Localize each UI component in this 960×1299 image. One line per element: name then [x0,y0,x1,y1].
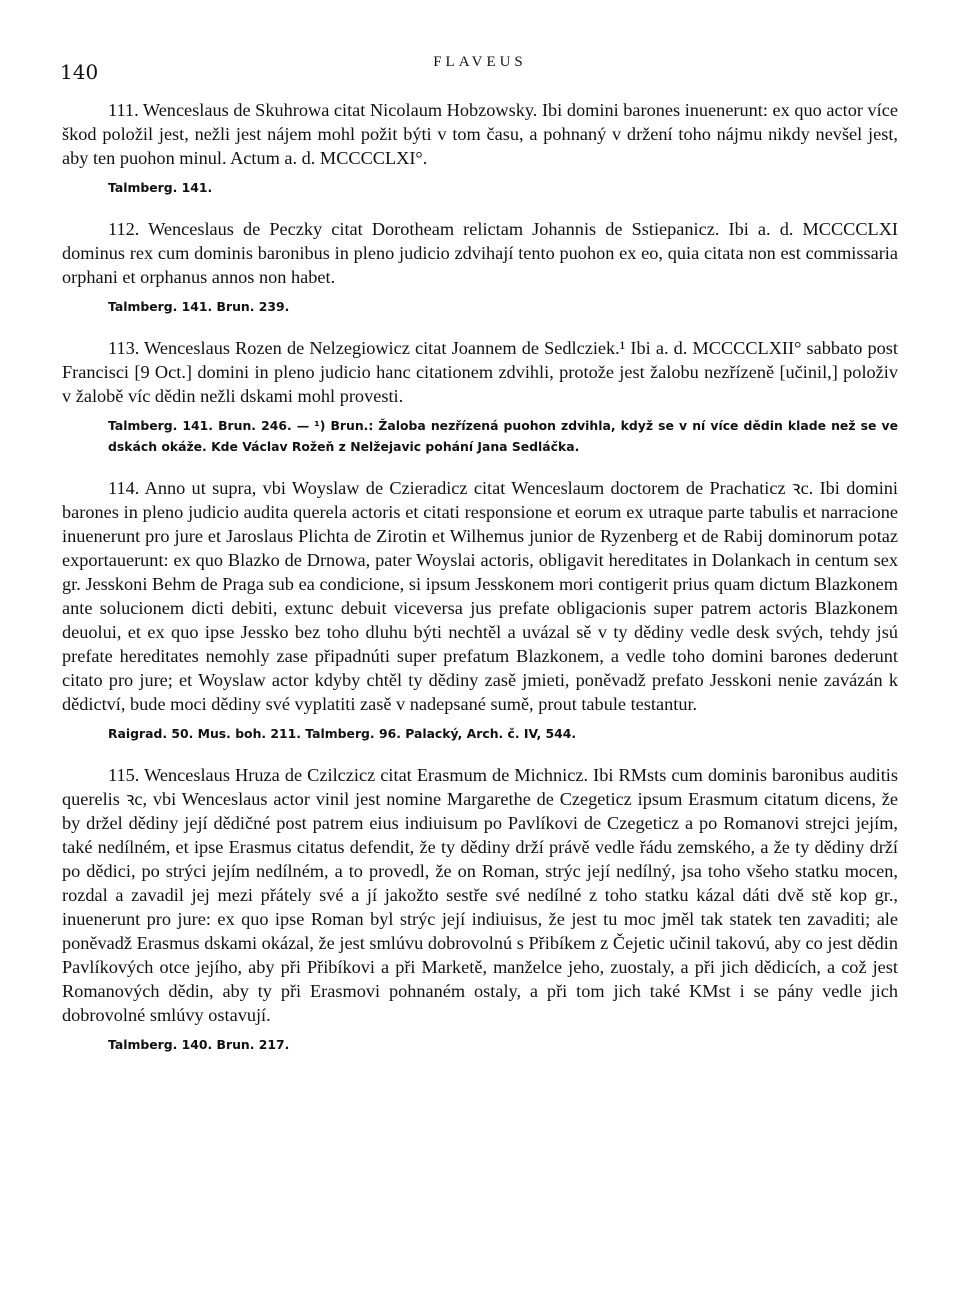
entry-source: Talmberg. 141. [108,180,213,195]
page-body [62,98,898,1055]
entry-112 [62,217,898,317]
entry-source: Talmberg. 140. Brun. 217. [108,1037,290,1052]
entry-text: 115. Wenceslaus Hruza de Czilczicz citat Erasmum de Michnicz. Ibi RMsts cum dominis baronibus auditis querelis ꝛc, vbi Wenceslaus actor vinil jest nomine Margarethe de Czegeticz ipsum Erasmum citatum dicens, že by držel dědiny její dědičné post patrem eius indiuisum po Pavlíkovi de Czegeticz a po Romanovi strejci jejím, také nedílném, et ipse Erasmus citatus defendit, že ty dědiny drží právě vedle řádu zemského, a že ty dědiny drží po dědici, po strýci jejím nedílném, a to provedl, že on Roman, strýc její nedílný, jsa toho všeho statku mocen, rozdal a zavadil jej mezi přátely své a jí jakožto sestře své nedílné z toho statku kázal dáti dvě stě kop gr., inuenerunt pro jure: ex quo ipse Roman byl strýc její indiuisus, že jest tu moc jměl tak statek ten zavaditi; ale poněvadž Erasmus dskami okázal, že jest smlúvu dobrovolnú s Přibíkem z Čejetic učinil takovú, aby co jest dědin Pavlíkových otce jejího, aby při Přibíkovi a při Marketě, manželce jeho, zuostaly, a při jich dědicích, a což jest Romanových dědin, aby ty při Erasmovi pohnaném ostaly, a při tom jich také KMst i se pány vedle jich dobrovolné smlúvy ostavují. [62,765,898,1025]
page-number: 140 [60,60,99,84]
entry-111 [62,98,898,198]
entry-source: Raigrad. 50. Mus. boh. 211. Talmberg. 96. Palacký, Arch. č. IV, 544. [108,726,577,741]
entry-source-with-footnote: Talmberg. 141. Brun. 246. — ¹) Brun.: Žaloba nezřízená puohon zdvihla, když se v ní více dědin klade než se ve dskách okáže. Kde Václav Rožeň z Nelžejavic pohání Jana Sedláčka. [108,418,898,454]
entry-113 [62,336,898,457]
entry-text: 114. Anno ut supra, vbi Woyslaw de Czieradicz citat Wenceslaum doctorem de Prachaticz ꝛc. Ibi domini barones in pleno judicio audita querela actoris et citati responsione et eorum ex utraque parte tabulis et narracione inuenerunt pro jure et Jaroslaus Plichta de Zirotin et Wilhemus junior de Ryzenberg et de Rabij dominorum potaz exportauerunt: ex quo Blazko de Drnowa, pater Woyslai actoris, obligavit hereditates in Dolankach in centum sex gr. Jesskoni Behm de Praga sub ea condicione, si ipsum Jesskonem mori contigerit prius quam dictum Blazkonem ante solucionem dicti debiti, extunc debuit viceversa jus prefate obligacionis super patrem actoris Blazkonem deuolui, et ex quo ipse Jessko bez toho dluhu býti nechtěl a uvázal sě v ty dědiny vedle desk svých, tehdy jsú prefate hereditates nemohly zase připadnúti super prefatum Blazkonem, a vedle toho domini barones dederunt citato pro jure; et Woyslaw actor kdyby chtěl ty dědiny zasě jmieti, poněvadž prefato Jesskoni nenie zavázán k dědictví, bude moci dědiny své vyplatiti zasě v nadepsané sumě, prout tabule testantur. [62,478,898,714]
entry-text: 113. Wenceslaus Rozen de Nelzegiowicz citat Joannem de Sedlcziek.¹ Ibi a. d. MCCCCLXII° sabbato post Francisci [9 Oct.] domini in pleno judicio hanc citationem zdvihli, protože jest žalobu nezřízeně [učinil,] položiv v žalobě víc dědin nežli dskami mohl provesti. [62,338,898,406]
entry-text: 112. Wenceslaus de Peczky citat Dorotheam relictam Johannis de Sstiepanicz. Ibi a. d. MCCCCLXI dominus rex cum dominis baronibus in pleno judicio zdvihají tento puohon ex eo, quia citata non est commissaria orphani et orphanus annos non habet. [62,219,898,287]
entry-source: Talmberg. 141. Brun. 239. [108,299,290,314]
entry-114 [62,476,898,744]
running-head: FLAVEUS [433,54,527,70]
entry-115 [62,763,898,1055]
entry-text: 111. Wenceslaus de Skuhrowa citat Nicolaum Hobzowsky. Ibi domini barones inuenerunt: ex quo actor více škod položil jest, nežli jest nájem mohl požit býti v tom času, a pohnaný v držení toho nájmu nikdy nevšel jest, aby ten puohon minul. Actum a. d. MCCCCLXI°. [62,100,898,168]
